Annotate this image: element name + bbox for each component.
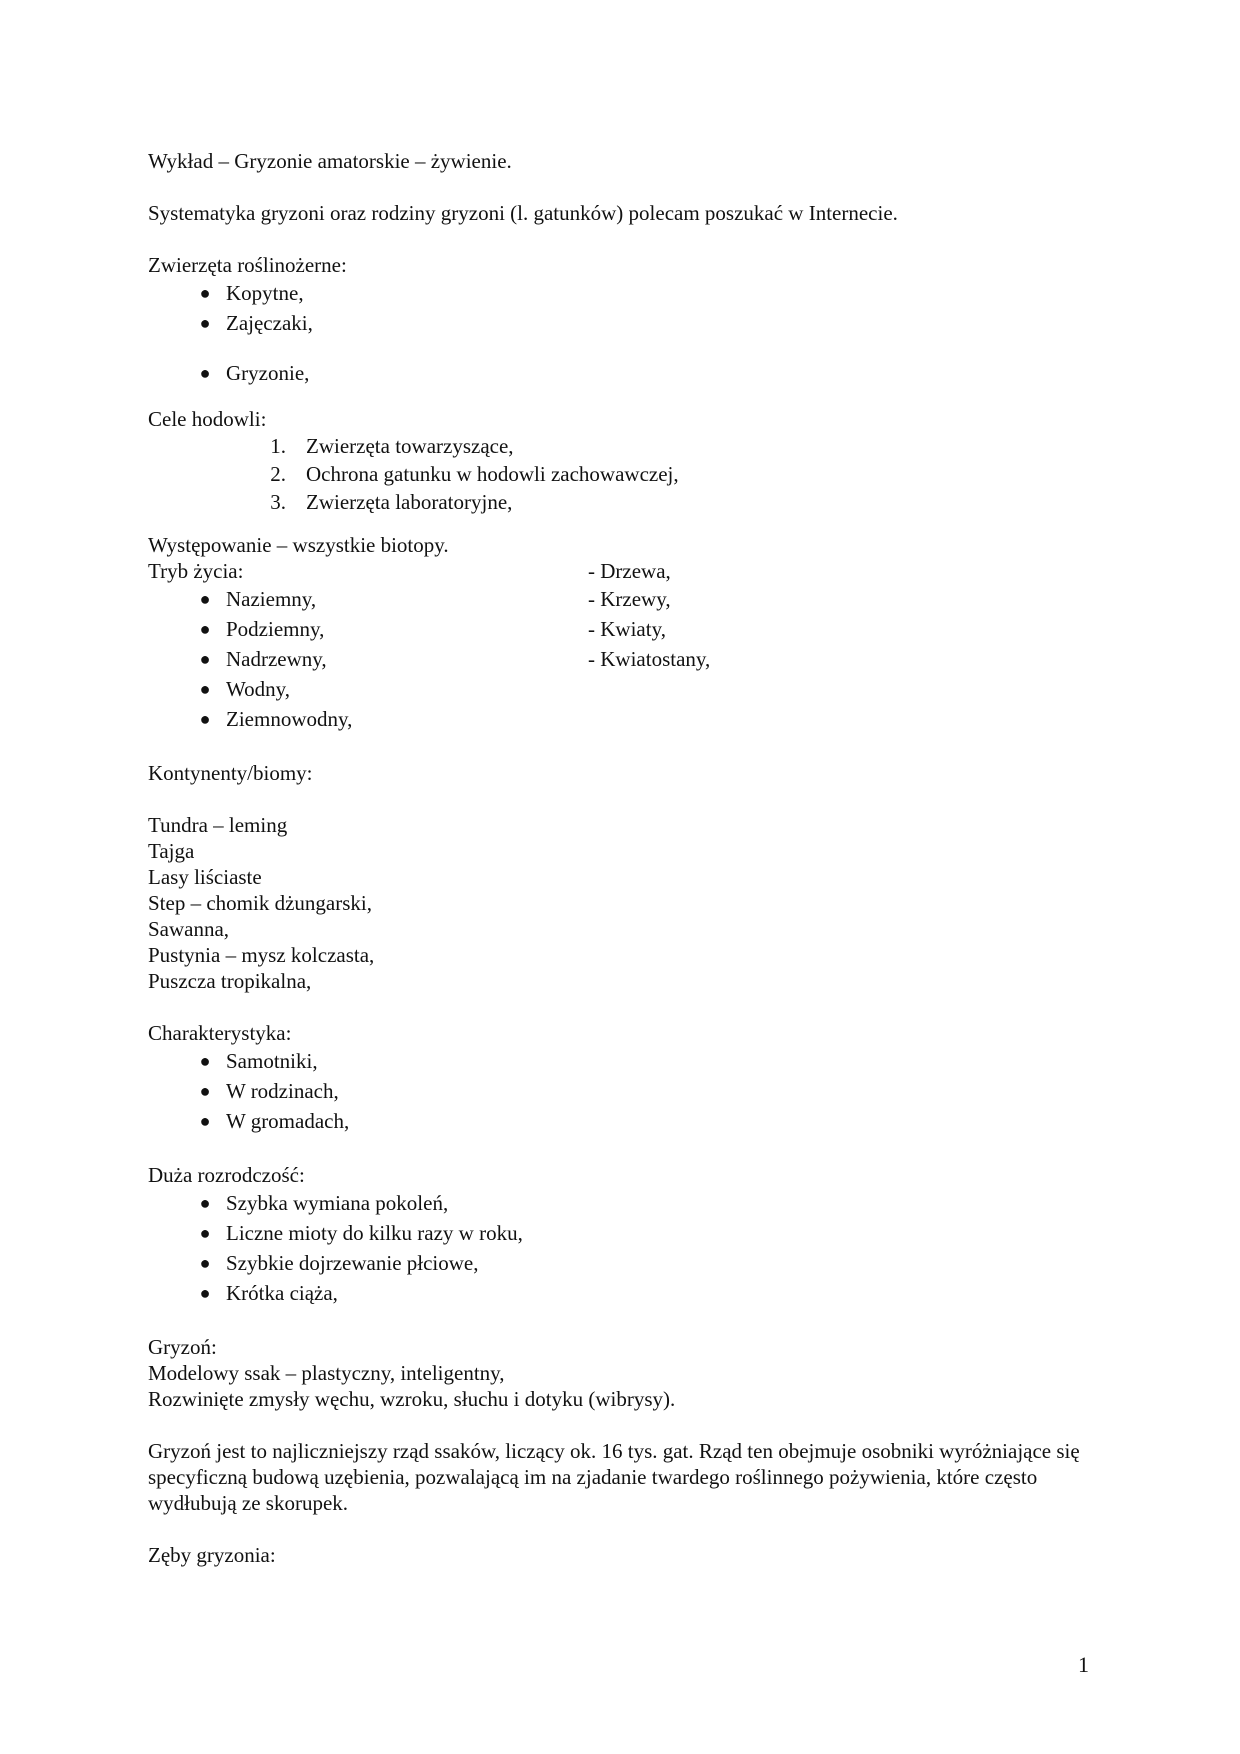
bullet-icon: ●: [199, 709, 211, 729]
dash-item: - Kwiaty,: [588, 617, 666, 641]
list-item: ● W rodzinach,: [148, 1076, 1088, 1106]
list-item: ● Ziemnowodny,: [148, 704, 588, 734]
dash-item: - Kwiatostany,: [588, 647, 711, 671]
list-item: ● Wodny,: [148, 674, 588, 704]
list-item: ● Podziemny,: [148, 614, 588, 644]
dash-item: - Krzewy,: [588, 587, 671, 611]
list-item: ● Szybka wymiana pokoleń,: [148, 1188, 1088, 1218]
document-body: [148, 148, 1088, 1568]
bullet-icon: ●: [199, 1253, 211, 1273]
bullet-icon: ●: [199, 313, 211, 333]
list-item: ● Liczne mioty do kilku razy w roku,: [148, 1218, 1088, 1248]
bullet-icon: ●: [199, 589, 211, 609]
list-item: ● Zajęczaki,: [148, 308, 1088, 338]
biome-line: Tajga: [148, 839, 195, 863]
breeding-heading: Cele hodowli:: [148, 407, 267, 431]
bullet-icon: ●: [199, 1111, 211, 1131]
biome-line: Puszcza tropikalna,: [148, 969, 312, 993]
list-item: ● Szybkie dojrzewanie płciowe,: [148, 1248, 1088, 1278]
occurrence-line: Występowanie – wszystkie biotopy.: [148, 533, 449, 557]
list-item: ● W gromadach,: [148, 1106, 1088, 1136]
rodent-paragraph: Gryzoń jest to najliczniejszy rząd ssaków, liczący ok. 16 tys. gat. Rząd ten obejmuje osobniki wyróżniające się specyficzną budową uzębienia, pozwalającą im na zjadanie twardego roślinnego pożywienia, które często wydłubują ze skorupek.: [148, 1439, 1080, 1515]
list-item: ● Kopytne,: [148, 278, 1088, 308]
rodent-line: Modelowy ssak – plastyczny, inteligentny,: [148, 1361, 505, 1385]
page-number: 1: [1078, 1652, 1089, 1677]
biome-line: Pustynia – mysz kolczasta,: [148, 943, 375, 967]
herbivores-heading: Zwierzęta roślinożerne:: [148, 253, 347, 277]
numbered-item: 3. Zwierzęta laboratoryjne,: [270, 490, 513, 514]
document-title: Wykład – Gryzonie amatorskie – żywienie.: [148, 149, 512, 173]
list-item: ● Nadrzewny,: [148, 644, 588, 674]
dash-item: - Drzewa,: [588, 559, 671, 583]
bullet-icon: ●: [199, 1051, 211, 1071]
biome-line: Lasy liściaste: [148, 865, 262, 889]
bullet-icon: ●: [199, 649, 211, 669]
bullet-icon: ●: [199, 679, 211, 699]
rodent-heading: Gryzoń:: [148, 1335, 217, 1359]
bullet-icon: ●: [199, 283, 211, 303]
list-item: ● Samotniki,: [148, 1046, 1088, 1076]
bullet-icon: ●: [199, 1081, 211, 1101]
lifestyle-section: [148, 558, 1088, 734]
numbered-item: 2. Ochrona gatunku w hodowli zachowawczej,: [270, 462, 679, 486]
bullet-icon: ●: [199, 1223, 211, 1243]
biome-line: Tundra – leming: [148, 813, 288, 837]
bullet-icon: ●: [199, 363, 211, 383]
rodent-line: Rozwinięte zmysły węchu, wzroku, słuchu i dotyku (wibrysy).: [148, 1387, 676, 1411]
intro-paragraph: Systematyka gryzoni oraz rodziny gryzoni (l. gatunków) polecam poszukać w Internecie.: [148, 201, 898, 225]
characteristics-heading: Charakterystyka:: [148, 1021, 292, 1045]
biome-line: Step – chomik dżungarski,: [148, 891, 372, 915]
teeth-heading: Zęby gryzonia:: [148, 1543, 276, 1567]
numbered-item: 1. Zwierzęta towarzyszące,: [270, 434, 514, 458]
bullet-icon: ●: [199, 1193, 211, 1213]
fertility-heading: Duża rozrodczość:: [148, 1163, 305, 1187]
list-item: ● Naziemny,: [148, 584, 588, 614]
lifestyle-heading: Tryb życia:: [148, 559, 244, 583]
biomes-heading: Kontynenty/biomy:: [148, 761, 313, 785]
list-item: ● Krótka ciąża,: [148, 1278, 1088, 1308]
list-item: ● Gryzonie,: [148, 358, 1088, 388]
biome-line: Sawanna,: [148, 917, 230, 941]
bullet-icon: ●: [199, 619, 211, 639]
bullet-icon: ●: [199, 1283, 211, 1303]
